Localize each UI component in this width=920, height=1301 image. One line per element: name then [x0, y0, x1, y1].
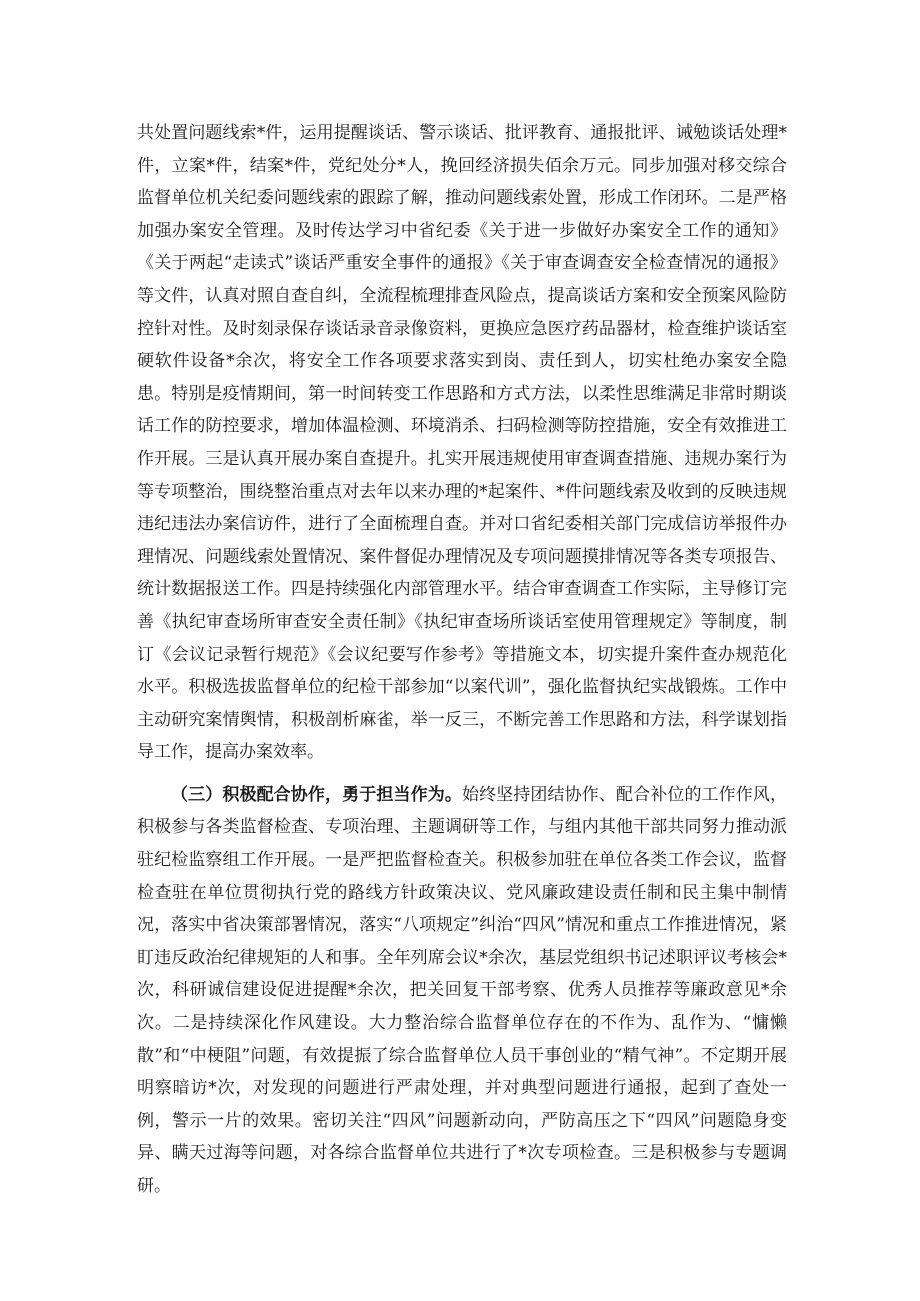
section-3-heading: （三）积极配合协作，勇于担当作为。 [171, 784, 462, 805]
section-3-body: 始终坚持团结协作、配合补位的工作作风，积极参与各类监督检查、专项治理、主题调研等工作，与组内其他干部共同努力推动派驻纪检监察组工作开展。一是严把监督检查关。积极参加驻在单位各类工作会议，监督检查驻在单位贯彻执行党的路线方针政策决议、党风廉政建设责任制和民主集中制情况，落实中省决策部署情况，落实“八项规定”纠治“四风”情况和重点工作推进情况，紧盯违反政治纪律规矩的人和事。全年列席会议*余次，基层党组织书记述职评议考核会*次，科研诚信建设促进提醒*余次，把关回复干部考察、优秀人员推荐等廉政意见*余次。二是持续深化作风建设。大力整治综合监督单位存在的不作为、乱作为、“慵懒散”和“中梗阻”问题，有效提振了综合监督单位人员干事创业的“精气神”。不定期开展明察暗访*次，对发现的问题进行严肃处理，并对典型问题进行通报，起到了查处一例，警示一片的效果。密切关注“四风”问题新动向，严防高压之下“四风”问题隐身变异、瞒天过海等问题，对各综合监督单位共进行了*次专项检查。三是积极参与专题调研。 [137, 784, 788, 1196]
paragraph-case-handling: 共处置问题线索*件，运用提醒谈话、警示谈话、批评教育、通报批评、诫勉谈话处理*件，立案*件，结案*件，党纪处分*人，挽回经济损失佰余万元。同步加强对移交综合监督单位机关纪委问题线索的跟踪了解，推动问题线索处置，形成工作闭环。二是严格加强办案安全管理。及时传达学习中省纪委《关于进一步做好办案安全工作的通知》《关于两起“走读式”谈话严重安全事件的通报》《关于审查调查安全检查情况的通报》等文件，认真对照自查自纠，全流程梳理排查风险点，提高谈话方案和安全预案风险防控针对性。及时刻录保存谈话录音录像资料，更换应急医疗药品器材，检查维护谈话室硬软件设备*余次，将安全工作各项要求落实到岗、责任到人，切实杜绝办案安全隐患。特别是疫情期间，第一时间转变工作思路和方式方法，以柔性思维满足非常时期谈话工作的防控要求，增加体温检测、环境消杀、扫码检测等防控措施，安全有效推进工作开展。三是认真开展办案自查提升。扎实开展违规使用审查调查措施、违规办案行为等专项整治，围绕整治重点对去年以来办理的*起案件、*件问题线索及收到的反映违规违纪违法办案信访件，进行了全面梳理自查。并对口省纪委相关部门完成信访举报件办理情况、问题线索处置情况、案件督促办理情况及专项问题摸排情况等各类专项报告、统计数据报送工作。四是持续强化内部管理水平。结合审查调查工作实际，主导修订完善《执纪审查场所审查安全责任制》《执纪审查场所谈话室使用管理规定》等制度，制订《会议记录暂行规范》《会议纪要写作参考》等措施文本，切实提升案件查办规范化水平。积极选拔监督单位的纪检干部参加“以案代训”，强化监督执纪实战锻炼。工作中主动研究案情舆情，积极剖析麻雀，举一反三，不断完善工作思路和方法，科学谋划指导工作，提高办案效率。 [137, 123, 787, 763]
document-body [137, 117, 787, 1203]
paragraph-section-3 [137, 779, 787, 1203]
